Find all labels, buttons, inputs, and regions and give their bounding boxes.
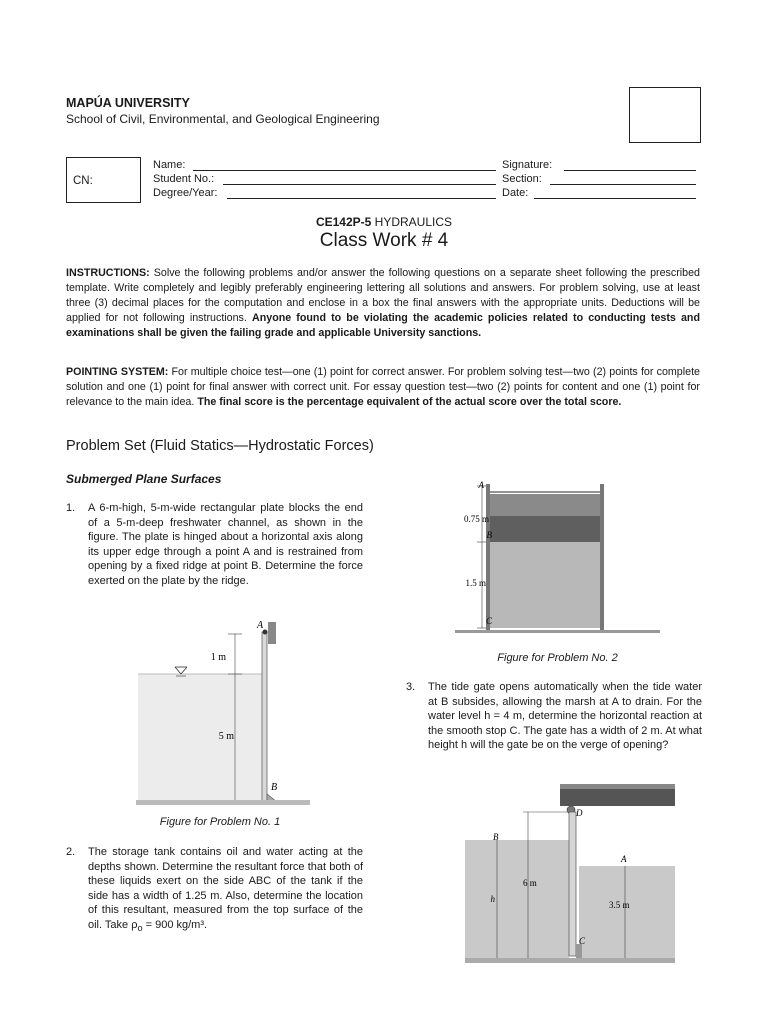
fig2-tank-wall-left	[486, 484, 490, 630]
fig2-tank-wall-right	[600, 484, 604, 630]
instructions-text: Solve the following problems and/or answer the following questions on a separate sheet following the prescribed template. Write completely and legibly preferably engineering lettering all solutions and answers. For problem solving, use at least three (3) decimal places for the computation and enclose in a box the final answers with the appropriate units. Deductions will be applied for not following instructions.	[66, 267, 700, 324]
name-label: Name:	[153, 159, 186, 171]
fig3-gate	[569, 812, 576, 956]
problem-1-text: A 6-m-high, 5-m-wide rectangular plate blocks the end of a 5-m-deep freshwater channel, as shown in the figure. The plate is hinged about a horizontal axis along its upper edge through a point A and is restrained from opening by a fixed ridge at point B. Determine the force exerted on the plate by the ridge.	[88, 502, 363, 587]
name-line[interactable]	[193, 170, 496, 171]
problem-2-number: 2.	[66, 846, 76, 858]
degree-year-line[interactable]	[227, 198, 496, 199]
course-name: HYDRAULICS	[374, 215, 453, 229]
student-no-label: Student No.:	[153, 173, 215, 185]
fig1-dim-1: 1 m	[210, 652, 226, 663]
university-name: MAPÚA UNIVERSITY	[66, 96, 190, 110]
problem-2	[66, 845, 363, 935]
fig2-label-b: B	[486, 530, 492, 540]
fig1-dim-5: 5 m	[218, 731, 234, 742]
fig1-water	[138, 674, 264, 802]
date-line[interactable]	[534, 198, 696, 199]
cn-box	[66, 157, 141, 203]
score-box	[629, 87, 701, 143]
pointing-text: For multiple choice test—one (1) point for correct answer. For problem solving test—two (2) points for complete solution and one (1) point for final answer with correct unit. For essay question test—two (2) points for content and one (1) point for relevance to the main idea.	[66, 366, 700, 408]
section-label: Section:	[502, 173, 542, 185]
problem-2-text: The storage tank contains oil and water acting at the depths shown. Determine the resultant force that both of these liquids exert on the side ABC of the tank if the side has a width of 1.25 m. Also, determine the location of this resultant, measured from the top surface of the oil. Take ρ	[88, 846, 363, 931]
problem-2-text-end: = 900 kg/m³.	[142, 918, 208, 931]
pointing-label: POINTING SYSTEM:	[66, 366, 169, 378]
pointing-paragraph	[66, 365, 700, 410]
fig2-dim-15: 1.5 m	[465, 578, 486, 588]
fig3-stop-c	[576, 944, 582, 958]
signature-label: Signature:	[502, 159, 553, 171]
fig3-dim-h: h	[490, 894, 495, 904]
problem-1-number: 1.	[66, 502, 76, 514]
fig1-hinge-a	[263, 630, 268, 635]
fig1-label-b: B	[271, 782, 278, 793]
fig3-label-d: D	[576, 808, 583, 818]
fig3-ground	[465, 958, 675, 963]
fig3-dim-6: 6 m	[523, 878, 537, 888]
problem-3-number: 3.	[406, 681, 416, 693]
school-name: School of Civil, Environmental, and Geological Engineering	[66, 112, 380, 126]
fig2-oil-layer	[490, 516, 600, 542]
figure-1-diagram	[130, 612, 310, 812]
fig3-label-b: B	[493, 832, 499, 842]
fig2-label-a: A	[478, 480, 484, 490]
student-no-line[interactable]	[223, 184, 496, 185]
section-line[interactable]	[550, 184, 696, 185]
fig1-plate	[262, 632, 267, 802]
pointing-bold: The final score is the percentage equivalent of the actual score over the total score.	[197, 396, 622, 408]
problem-set-heading: Problem Set (Fluid Statics—Hydrostatic Forces)	[66, 438, 374, 454]
fig3-label-a: A	[621, 854, 627, 864]
fig3-water-b	[465, 840, 569, 960]
figure-3-diagram	[455, 778, 675, 968]
course-code-line	[0, 215, 768, 229]
instructions-paragraph	[66, 266, 700, 341]
fig1-ground	[136, 800, 310, 805]
fig3-dim-35: 3.5 m	[609, 900, 630, 910]
instructions-label: INSTRUCTIONS:	[66, 267, 150, 279]
figure-1-caption: Figure for Problem No. 1	[159, 816, 281, 828]
fig1-hinge-support	[268, 622, 276, 644]
fig3-label-c: C	[579, 936, 586, 946]
problem-3	[406, 680, 702, 753]
signature-line[interactable]	[564, 170, 696, 171]
fig3-water-a	[579, 866, 675, 960]
fig2-water-layer	[490, 542, 600, 628]
degree-year-label: Degree/Year:	[153, 187, 218, 199]
problem-1	[66, 501, 363, 588]
instructions-bold: Anyone found to be violating the academic policies related to conducting tests and examinations shall be given the failing grade and applicable University sanctions.	[66, 312, 700, 339]
date-label: Date:	[502, 187, 529, 199]
section-heading: Submerged Plane Surfaces	[66, 472, 222, 486]
cn-label: CN:	[73, 175, 93, 187]
problem-2-subscript: o	[137, 922, 143, 933]
page-title: Class Work # 4	[319, 230, 449, 251]
course-code: CE142P-5	[315, 215, 372, 229]
fig2-oil-top	[490, 494, 600, 516]
figure-2-caption: Figure for Problem No. 2	[497, 652, 618, 664]
fig1-label-a: A	[257, 620, 264, 631]
fig2-label-c: C	[485, 616, 492, 626]
figure-2-diagram	[455, 474, 660, 644]
problem-3-text: The tide gate opens automatically when the tide water at B subsides, allowing the marsh at A to drain. For the water level h = 4 m, determine the horizontal reaction at the smooth stop C. The gate has a width of 2 m. At what height h will the gate be on the verge of opening?	[428, 681, 702, 751]
fig2-ground	[455, 630, 660, 633]
fig2-dim-075: 0.75 m	[463, 514, 489, 524]
